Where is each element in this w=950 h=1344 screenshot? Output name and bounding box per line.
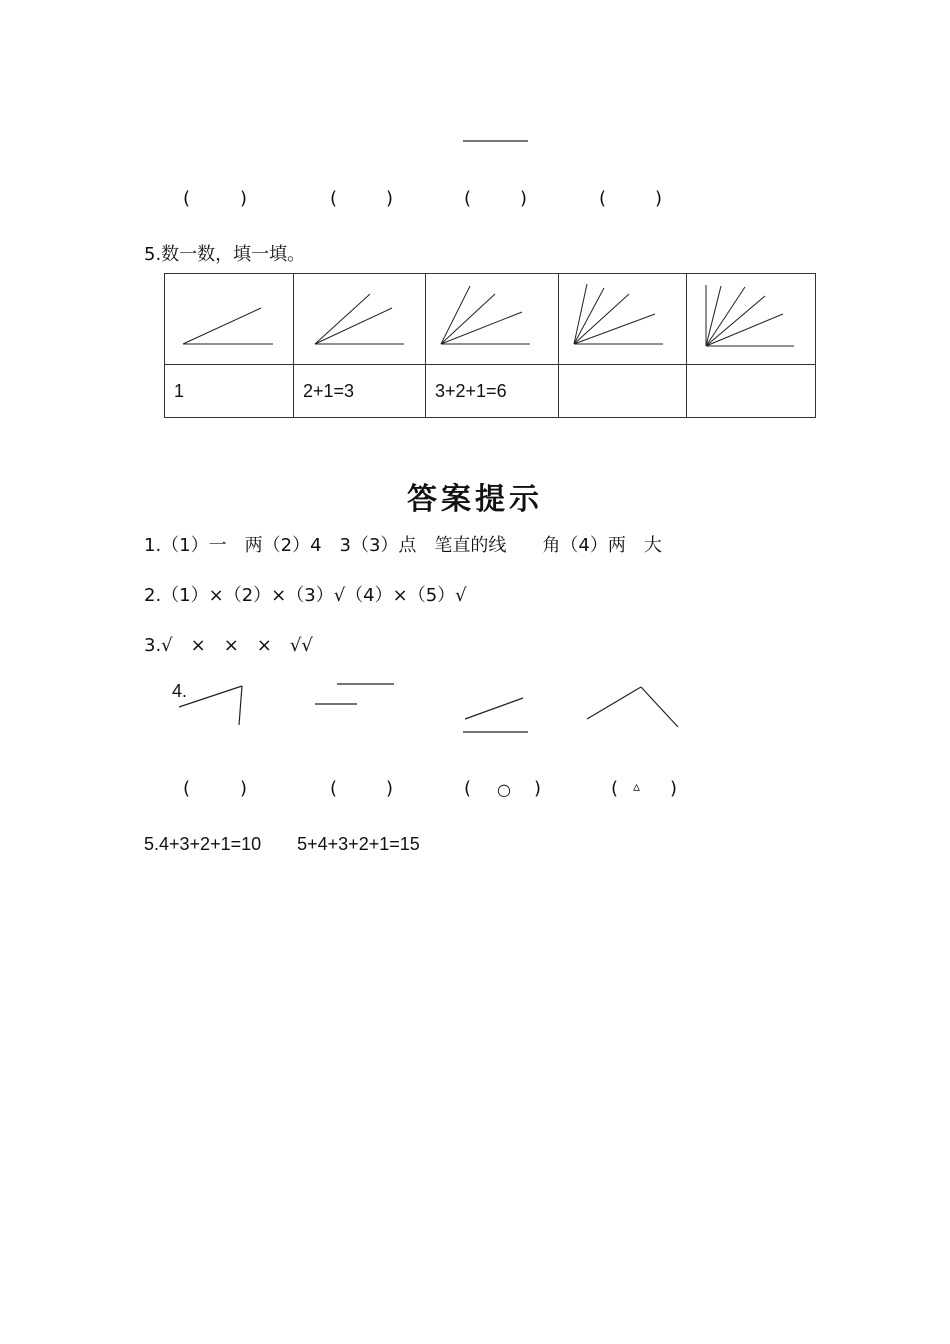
- figure-cell-3: [426, 274, 559, 365]
- rays-figure-2: [165, 274, 293, 360]
- answer-4-figure-4: [587, 687, 678, 727]
- a4-paren-close-2: ): [386, 778, 394, 799]
- answer-4-figure-1: [179, 686, 242, 725]
- answer-4-label: 4.: [172, 681, 188, 701]
- a4-paren-open-2: (: [330, 778, 338, 799]
- figure-cell-2: [294, 274, 426, 365]
- a4-mark-3: ○: [497, 780, 511, 799]
- paren-close-4: ): [655, 188, 663, 209]
- answer-1: 1.（1）一 两（2）4 3（3）点 笔直的线 角（4）两 大: [144, 535, 662, 556]
- a4-paren-close-4: ): [670, 778, 678, 799]
- value-cell-3: 3+2+1=6: [426, 365, 559, 418]
- paren-close-1: ): [240, 188, 248, 209]
- paren-close-2: ): [386, 188, 394, 209]
- value-cell-4: [559, 365, 687, 418]
- a4-paren-open-1: (: [183, 778, 191, 799]
- value-cell-2: 2+1=3: [294, 365, 426, 418]
- figure-row: [165, 274, 816, 365]
- top-segment-figure: [0, 0, 950, 160]
- a4-paren-close-1: ): [240, 778, 248, 799]
- rays-figure-6: [687, 274, 815, 360]
- paren-open-3: (: [464, 188, 472, 209]
- answer-3: 3.√ × × × √√: [144, 635, 313, 656]
- rays-figure-3: [294, 274, 425, 360]
- figure-cell-5: [687, 274, 816, 365]
- angle-count-table: [164, 273, 816, 418]
- a4-paren-open-4: (: [611, 778, 619, 799]
- a4-paren-open-3: (: [464, 778, 472, 799]
- answer-4-figure-3: [463, 698, 528, 732]
- value-row: [165, 365, 816, 418]
- question-5-label: 5.数一数，填一填。: [144, 244, 306, 265]
- a4-mark-4: ▵: [633, 779, 641, 795]
- value-cell-1: 1: [165, 365, 294, 418]
- paren-close-3: ): [520, 188, 528, 209]
- answer-5: 5.4+3+2+1=10 5+4+3+2+1=15: [144, 834, 420, 854]
- answers-title: 答案提示: [407, 482, 543, 517]
- figure-cell-4: [559, 274, 687, 365]
- rays-figure-4: [426, 274, 558, 360]
- paren-open-2: (: [330, 188, 338, 209]
- paren-open-1: (: [183, 188, 191, 209]
- answer-2: 2.（1）×（2）×（3）√（4）×（5）√: [144, 585, 467, 606]
- paren-open-4: (: [599, 188, 607, 209]
- answer-4-figures: [0, 670, 950, 740]
- a4-paren-close-3: ): [534, 778, 542, 799]
- answer-4-figure-2: [315, 684, 394, 704]
- value-cell-5: [687, 365, 816, 418]
- figure-cell-1: [165, 274, 294, 365]
- rays-figure-5: [559, 274, 686, 360]
